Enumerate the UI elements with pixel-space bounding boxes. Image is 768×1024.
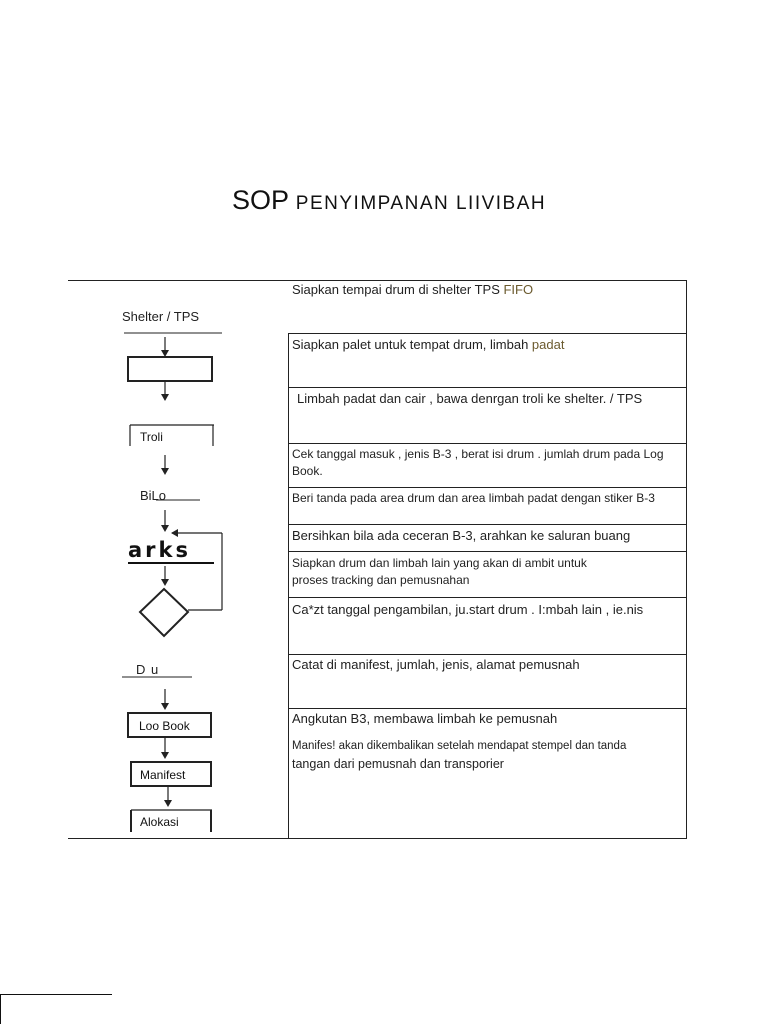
du-label: D u: [136, 662, 160, 677]
step-text: Siapkan tempai drum di shelter TPS FIFO: [292, 282, 534, 297]
arks-label: arks: [128, 538, 191, 562]
decision-diamond: [140, 589, 188, 636]
step-text: Beri tanda pada area drum dan area limbah padat dengan stiker B-3: [292, 491, 655, 505]
table-right-border: [686, 280, 687, 839]
arrow-head-icon: [161, 579, 169, 586]
step-text: Bersihkan bila ada ceceran B-3, arahkan ke saluran buang: [292, 528, 631, 543]
step-text: Cek tanggal masuk , jenis B-3 , berat isi drum . jumlah drum pada Log Book.: [292, 447, 664, 478]
arrow-head-icon: [161, 525, 169, 532]
process-box: [128, 357, 212, 381]
manifest-label: Manifest: [140, 768, 186, 782]
flowchart: [0, 0, 288, 840]
row-separator: [288, 524, 687, 525]
shelter-label: Shelter / TPS: [122, 309, 200, 324]
arrow-head-icon: [161, 394, 169, 401]
arrow-head-icon: [161, 752, 169, 759]
page-corner-line: [0, 994, 112, 995]
step-text: Siapkan drum dan limbah lain yang akan di ambit untuk proses tracking dan pemusnahan: [292, 556, 587, 587]
page-corner-vline: [0, 994, 1, 1024]
step-text: tangan dari pemusnah dan transporier: [292, 757, 504, 771]
row-separator: [288, 387, 687, 388]
row-separator: [288, 708, 687, 709]
row-separator: [288, 487, 687, 488]
arrow-head-icon: [171, 529, 178, 537]
alokasi-label: Alokasi: [140, 815, 179, 829]
step-text: Siapkan palet untuk tempat drum, limbah padat: [292, 337, 565, 352]
troli-label: Troli: [140, 430, 163, 444]
logbook-label: Loo Book: [139, 719, 190, 733]
arrow-head-icon: [161, 468, 169, 475]
step-text: Angkutan B3, membawa limbah ke pemusnah: [292, 711, 558, 726]
row-separator: [288, 443, 687, 444]
title-sop: SOP: [232, 185, 290, 215]
step-text: Catat di manifest, jumlah, jenis, alamat pemusnah: [292, 657, 580, 672]
title-text: PENYIMPANAN LIIVIBAH: [289, 193, 547, 214]
row-separator: [288, 654, 687, 655]
row-separator: [288, 551, 687, 552]
arrow-head-icon: [161, 703, 169, 710]
arrow-head-icon: [161, 350, 169, 357]
bilo-label: BiLo: [140, 488, 167, 503]
row-separator: [288, 597, 687, 598]
step-text: Ca*zt tanggal pengambilan, ju.start drum . I:mbah lain , ie.nis: [292, 602, 644, 617]
row-separator: [288, 333, 687, 334]
table-divider: [288, 333, 289, 839]
arrow-head-icon: [164, 800, 172, 807]
step-text: Manifes! akan dikembalikan setelah mendapat stempel dan tanda: [292, 740, 627, 752]
step-text: Limbah padat dan cair , bawa denrgan troli ke shelter. / TPS: [297, 391, 643, 406]
